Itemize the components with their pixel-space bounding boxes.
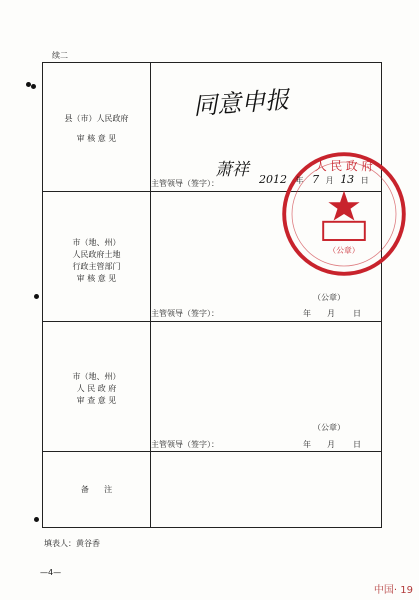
binding-dot	[34, 294, 39, 299]
handwritten-day: 13	[340, 173, 355, 186]
row-divider	[43, 451, 381, 452]
handwritten-year: 2012	[259, 173, 287, 186]
date-month-label: 月	[327, 309, 335, 318]
land-department-label	[43, 237, 150, 285]
label-line: 审 查 意 见	[76, 396, 117, 405]
approval-form-table	[42, 62, 382, 528]
date-year-label: 年	[303, 440, 311, 449]
handwritten-date	[259, 173, 369, 186]
label-line: 审 核 意 见	[76, 274, 117, 283]
handwritten-signature: 萧祥	[215, 160, 249, 180]
remarks-label: 备 注	[80, 485, 113, 494]
city-government-label	[43, 371, 150, 407]
signature-label: 主管领导（签字）：	[151, 179, 219, 188]
binding-dot	[31, 84, 36, 89]
label-line: 市（地、州）	[72, 238, 121, 247]
county-government-label	[43, 113, 150, 145]
row-divider	[43, 321, 381, 322]
continuation-label: 续二	[52, 51, 68, 60]
date-day-label: 日	[360, 176, 369, 185]
government-seal	[279, 149, 409, 279]
binding-dot	[34, 517, 39, 522]
filler-label: 填表人：黄谷香	[44, 539, 100, 548]
date-month-label: 月	[327, 440, 335, 449]
handwritten-month: 7	[312, 173, 320, 186]
label-line: 人 民 政 府	[76, 384, 117, 393]
date-year-label: 年	[295, 176, 304, 185]
label-line: 市（地、州）	[72, 372, 121, 381]
svg-text:（公章）: （公章）	[328, 246, 360, 255]
date-day-label: 日	[353, 440, 361, 449]
signature-label: 主管领导（签字）：	[151, 309, 219, 318]
site-watermark: 中国· 19	[373, 585, 413, 596]
handwritten-opinion: 同意申报	[192, 85, 291, 121]
seal-label: （公章）	[313, 423, 345, 432]
date-day-label: 日	[353, 309, 361, 318]
seal-label: （公章）	[313, 293, 345, 302]
label-line: 县（市）人民政府	[64, 114, 129, 123]
date-year-label: 年	[303, 309, 311, 318]
label-line: 行政主管部门	[72, 262, 121, 271]
label-line: 人民政府土地	[72, 250, 121, 259]
column-divider	[150, 63, 151, 527]
svg-text:人 民 政 府: 人 民 政 府	[315, 158, 373, 173]
page-marker: —4—	[40, 568, 62, 577]
signature-label: 主管领导（签字）：	[151, 440, 219, 449]
date-month-label: 月	[325, 176, 334, 185]
label-line: 审 核 意 见	[76, 134, 117, 143]
